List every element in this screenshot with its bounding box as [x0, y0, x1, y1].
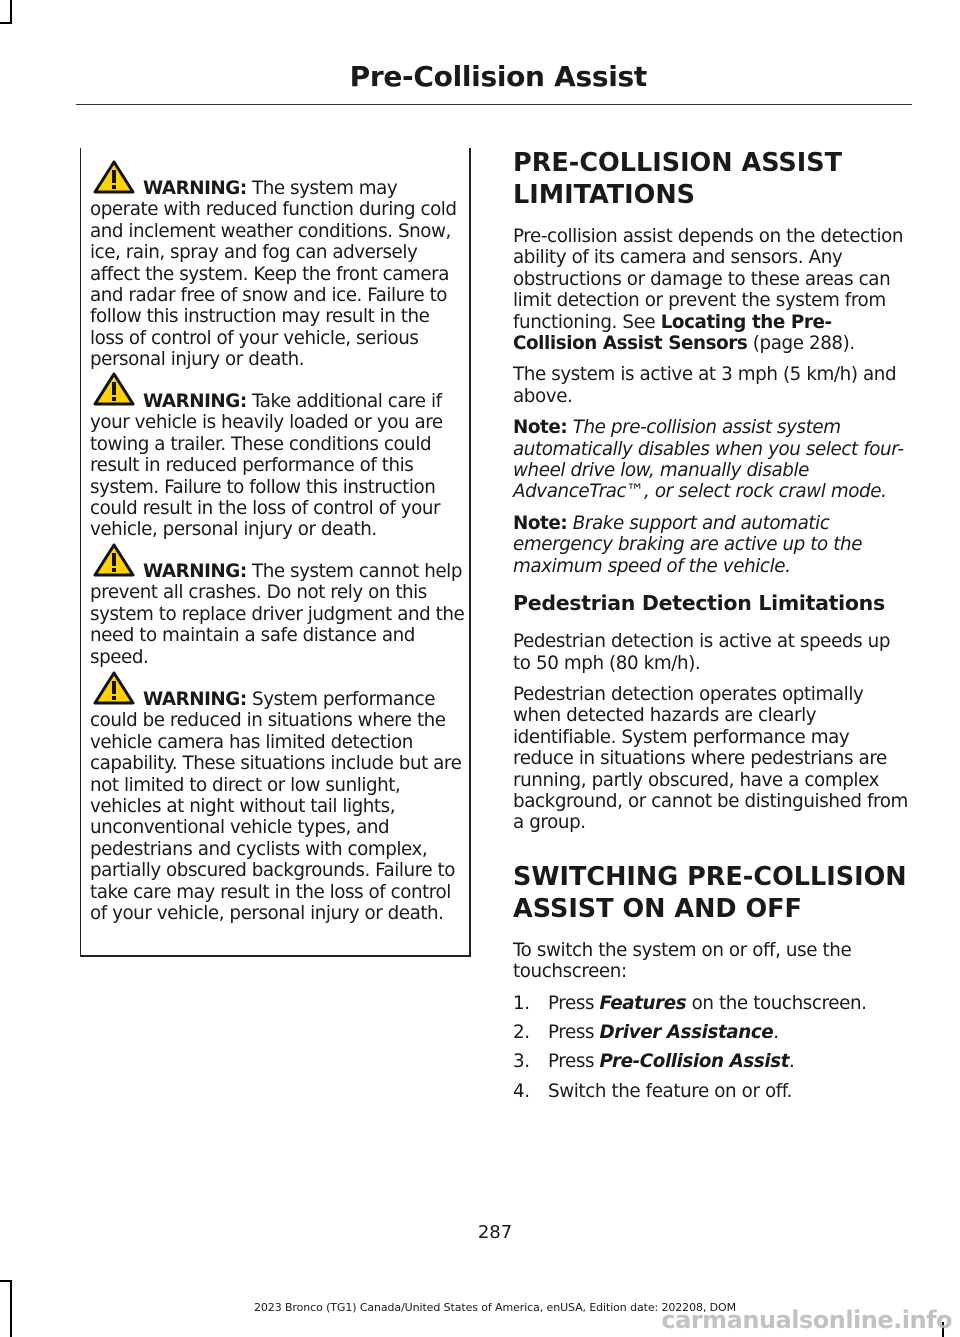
- heading-line: SWITCHING PRE-COLLISION: [513, 861, 907, 892]
- note-paragraph: [513, 513, 911, 577]
- step-text: [548, 1022, 779, 1043]
- heading-line: LIMITATIONS: [513, 180, 696, 210]
- warning-text: System performance could be reduced in situations where the vehicle camera has limited detection capability. These situations include but are not limited to direct or low sunlight, vehicles at night without tail lights, unconventional vehicle types, and pedestrians and cyclists with complex, partially obscured backgrounds. Failure to take care may result in the loss of control of your vehicle, personal injury or death.: [90, 689, 462, 925]
- page-reference: (page 288).: [747, 333, 855, 355]
- step-item: [513, 1022, 911, 1043]
- pedestrian-speed-text: Pedestrian detection is active at speeds up to 50 mph (80 km/h).: [513, 631, 891, 674]
- switching-intro: To switch the system on or off, use the touchscreen:: [513, 939, 852, 983]
- subsection-heading-pedestrian: Pedestrian Detection Limitations: [513, 591, 885, 616]
- heading-line: PRE-COLLISION ASSIST: [513, 148, 843, 178]
- crop-mark: [0, 22, 12, 24]
- step-item: [513, 1051, 911, 1072]
- note-label: Note:: [513, 417, 568, 439]
- warning-label: WARNING:: [143, 178, 247, 199]
- section-heading-limitations: [513, 146, 911, 210]
- heading-line: ASSIST ON AND OFF: [513, 893, 802, 924]
- right-column: [513, 146, 911, 1110]
- step-pre: Switch the feature on or off.: [548, 1080, 792, 1102]
- intro-text: Pre-collision assist depends on the detection ability of its camera and sensors. Any obstructions or damage to these areas can limit detection or prevent the system from functioning. See: [513, 226, 904, 333]
- active-speed-text: The system is active at 3 mph (5 km/h) and above.: [513, 364, 897, 407]
- step-item: [513, 1081, 911, 1102]
- warning-text: The system may operate with reduced function during cold and inclement weather conditions. Snow, ice, rain, spray and fog can adversely affect the system. Keep the front camera and radar free of snow and ice. Failure to follow this instruction may result in the loss of control of your vehicle, serious personal injury or death.: [90, 178, 457, 371]
- crop-mark: [10, 0, 12, 22]
- step-emphasis: Driver Assistance: [599, 1021, 774, 1043]
- step-post: .: [789, 1051, 795, 1073]
- warning-label: WARNING:: [143, 561, 247, 582]
- step-item: [513, 993, 911, 1014]
- step-post: on the touchscreen.: [686, 992, 867, 1014]
- watermark: carmanualsonline.info: [661, 1306, 952, 1334]
- step-number: 2.: [513, 1021, 530, 1043]
- warning-paragraph: [90, 178, 465, 371]
- warning-paragraph: [90, 391, 465, 541]
- step-text: [548, 1081, 792, 1102]
- note-text: Brake support and automatic emergency braking are active up to the maximum speed of the vehicle.: [513, 512, 863, 577]
- pedestrian-optimal-text: Pedestrian detection operates optimally when detected hazards are clearly identifiable. System performance may reduce in situations where pedestrians are running, partly obscured, have a complex background, or cannot be distinguished from a group.: [513, 683, 908, 834]
- page-number: 287: [477, 1222, 513, 1243]
- warning-label: WARNING:: [143, 689, 247, 710]
- limitations-intro: [513, 226, 911, 354]
- step-text: [548, 993, 867, 1014]
- step-pre: Press: [548, 992, 600, 1014]
- step-pre: Press: [548, 1051, 600, 1073]
- step-emphasis: Features: [599, 992, 687, 1014]
- warning-paragraph: [90, 561, 465, 668]
- warning-label: WARNING:: [143, 391, 247, 412]
- cross-reference-link[interactable]: Locating the Pre-Collision Assist Sensors: [513, 311, 832, 355]
- warning-text: The system cannot help prevent all crashes. Do not rely on this system to replace driver judgment and the need to maintain a safe distance and speed.: [90, 561, 465, 668]
- step-text: [548, 1051, 794, 1072]
- step-pre: Press: [548, 1021, 600, 1043]
- note-paragraph: [513, 417, 911, 503]
- step-post: .: [773, 1021, 779, 1043]
- step-number: 1.: [513, 992, 530, 1014]
- header-divider: [76, 104, 912, 105]
- crop-mark: [0, 1280, 12, 1282]
- warning-paragraph: [90, 689, 465, 924]
- section-heading-switching: [513, 860, 911, 924]
- warning-text: Take additional care if your vehicle is heavily loaded or you are towing a trailer. These conditions could result in reduced performance of this system. Failure to follow this instruction could result in the loss of control of your vehicle, personal injury or death.: [90, 391, 443, 541]
- note-text: The pre-collision assist system automatically disables when you select four-wheel drive low, manually disable AdvanceTrac™, or select rock crawl mode.: [513, 417, 904, 503]
- step-emphasis: Pre-Collision Assist: [599, 1051, 790, 1073]
- step-number: 4.: [513, 1080, 530, 1102]
- step-number: 3.: [513, 1051, 530, 1073]
- note-label: Note:: [513, 512, 568, 534]
- footer-edition-info: 2023 Bronco (TG1) Canada/United States of America, enUSA, Edition date: 202208, DOM: [254, 1301, 736, 1314]
- page-title: Pre-Collision Assist: [349, 60, 647, 93]
